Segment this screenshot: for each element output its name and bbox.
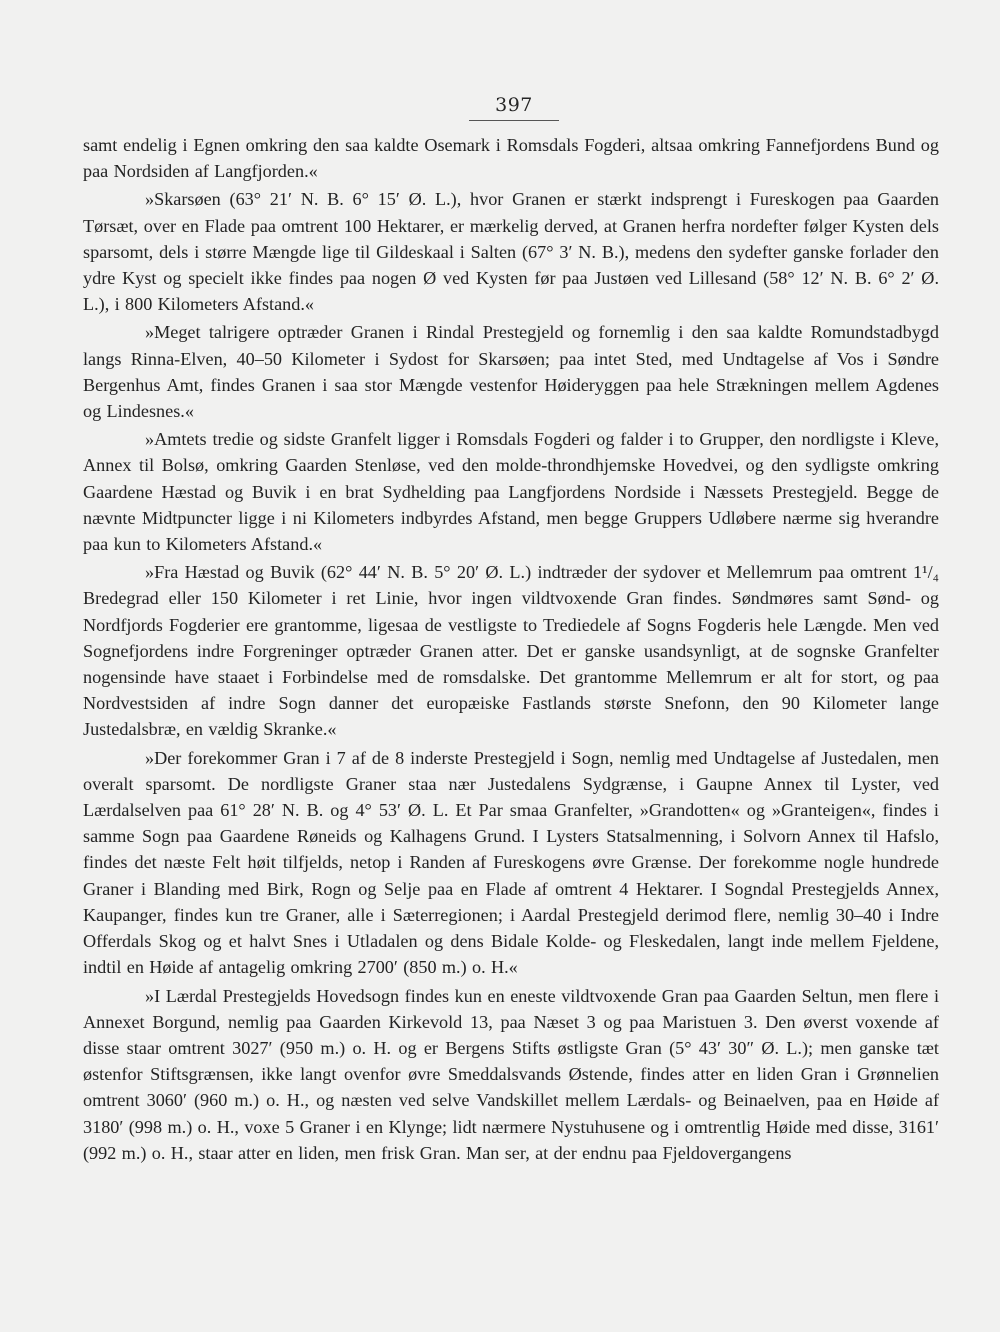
paragraph-4: »Amtets tredie og sidste Granfelt ligger i Romsdals Fogderi og falder i to Grupper, den nordligste i Kleve, Annex til Bolsø, omkring Gaarden Stenløse, ved den molde-throndhjemske Hovedvei, og den sydligste omkring Gaardene Hæstad og Buvik i en brat Sydhelding paa Langfjordens Nordside i Næssets Prestegjeld. Begge de nævnte Midtpuncter ligge i ni Kilometers indbyrdes Afstand, men begge Gruppers Udløbere nærme sig hverandre paa kun to Kilometers Afstand.« xyxy=(83,429,939,555)
paragraph-1: samt endelig i Egnen omkring den saa kaldte Osemark i Romsdals Fogderi, altsaa omkring Fannefjordens Bund og paa Nordsiden af Langfjorden.« xyxy=(83,135,939,182)
body-text xyxy=(83,132,939,1168)
paragraph-5: »Fra Hæstad og Buvik (62° 44′ N. B. 5° 20′ Ø. L.) indtræder der sydover et Mellemrum paa omtrent 1¹/₄ Bredegrad eller 150 Kilometer i ret Linie, hvor ingen vildtvoxende Gran findes. Søndmøres samt Sønd- og Nordfjords Fogderier ere grantomme, ligesaa de vestligste to Trediedele af Sogns Fogderis hele Længde. Men ved Sognefjordens indre Forgreninger optræder Granen atter. Det er ganske usandsynligt, at de sognske Granfelter nogensinde have staaet i Forbindelse med de romsdalske. Det grantomme Mellemrum er alt for stort, og paa Nordvestsiden af indre Sogn danner det europæiske Fastlands største Snefonn, den 90 Kilometer lange Justedalsbræ, en vældig Skranke.« xyxy=(83,562,939,740)
paragraph-7: »I Lærdal Prestegjelds Hovedsogn findes kun en eneste vildtvoxende Gran paa Gaarden Seltun, men flere i Annexet Borgund, nemlig paa Gaarden Kirkevold 13, paa Næset 3 og paa Maristuen 3. Den øverst voxende af disse staar omtrent 3027′ (950 m.) o. H. og er Bergens Stifts østligste Gran (5° 43′ 30″ Ø. L.); men ganske tæt østenfor Stiftsgrænsen, ikke langt ovenfor øvre Smeddalsvands Østende, findes atter en liden Gran i Grønnelien omtrent 3060′ (960 m.) o. H., og næsten ved selve Vandskillet mellem Lærdals- og Beinaelven, paa en Høide af 3180′ (998 m.) o. H., voxe 5 Graner i en Klynge; lidt nærmere Nystuhusene og i omtrentlig Høide med disse, 3161′ (992 m.) o. H., staar atter en liden, men frisk Gran. Man ser, at der endnu paa Fjeldovergangens xyxy=(83,985,939,1163)
page-number-rule xyxy=(469,120,559,121)
paragraph-3: »Meget talrigere optræder Granen i Rindal Prestegjeld og fornemlig i den saa kaldte Romundstadbygd langs Rinna-Elven, 40–50 Kilometer i Sydost for Skarsøen; paa intet Sted, med Undtagelse af Vos i Søndre Bergenhus Amt, findes Granen i saa stor Mængde vestenfor Høideryggen paa hele Strækningen mellem Agdenes og Lindesnes.« xyxy=(83,322,939,422)
paragraph-2: »Skarsøen (63° 21′ N. B. 6° 15′ Ø. L.), hvor Granen er stærkt indsprengt i Fureskogen paa Gaarden Tørsæt, over en Flade paa omtrent 100 Hektarer, er mærkelig derved, at Granen herfra nordefter følger Kysten dels sparsomt, dels i større Mængde lige til Gildeskaal i Salten (67° 3′ N. B.), medens den sydefter ganske forlader den ydre Kyst og specielt ikke findes paa nogen Ø ved Kysten før paa Justøen ved Lillesand (58° 12′ N. B. 6° 2′ Ø. L.), i 800 Kilometers Afstand.« xyxy=(83,189,939,315)
paragraph-6: »Der forekommer Gran i 7 af de 8 inderste Prestegjeld i Sogn, nemlig med Undtagelse af Justedalen, men overalt sparsomt. De nordligste Graner staa nær Justedalens Sydgrænse, i Gaupne Annex til Lyster, ved Lærdalselven paa 61° 28′ N. B. og 4° 53′ Ø. L. Et Par smaa Granfelter, »Grandotten« og »Granteigen«, findes i samme Sogn paa Gaardene Røneids og Kalhagens Grund. I Lysters Statsalmenning, i Solvorn Annex til Hafslo, findes det næste Felt høit tilfjelds, netop i Randen af Fureskogens øvre Grænse. Der forekomme nogle hundrede Graner i Blanding med Birk, Rogn og Selje paa en Flade af omtrent 4 Hektarer. I Sogndal Prestegjelds Annex, Kaupanger, findes kun tre Graner, alle i Sæterregionen; i Aardal Prestegjeld derimod flere, nemlig 30–40 i Indre Offerdals Skog og et halvt Snes i Utladalen og dens Bidale Kolde- og Fleskedalen, langt inde mellem Fjeldene, indtil en Høide af antagelig omkring 2700′ (850 m.) o. H.« xyxy=(83,747,939,978)
page-number: 397 xyxy=(495,94,533,116)
